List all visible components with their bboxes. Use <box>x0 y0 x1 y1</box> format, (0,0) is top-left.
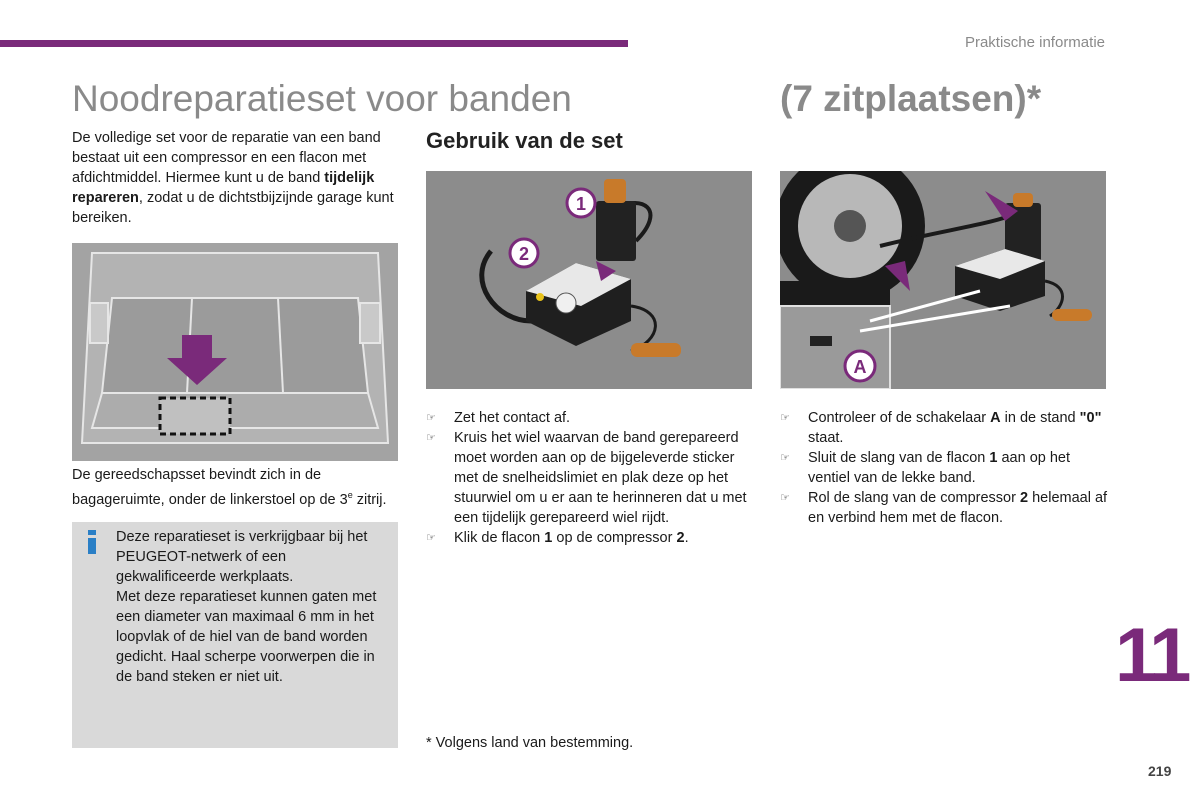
header-accent-bar <box>0 40 628 47</box>
list-item: ☞ Rol de slang van de compressor 2 helemaal af en verbind hem met de flacon. <box>780 490 1108 526</box>
info-icon <box>85 530 99 554</box>
steps-list-middle <box>426 408 756 548</box>
usage-heading: Gebruik van de set <box>426 128 623 153</box>
intro-text-2: , zodat u de dichtstbijzijnde garage kunt bereiken. <box>72 190 394 226</box>
callout-A <box>845 351 875 381</box>
intro-paragraph <box>72 128 402 228</box>
pointing-hand-icon: ☞ <box>426 532 436 544</box>
list-item: ☞ Zet het contact af. <box>426 410 571 426</box>
section-label: Praktische informatie <box>964 34 1105 51</box>
caption-text-end: zitrij. <box>352 491 387 508</box>
list-item: ☞ Klik de flacon 1 op de compressor 2. <box>426 530 689 546</box>
page-number: 219 <box>1148 763 1172 779</box>
svg-text:A: A <box>853 357 867 377</box>
intro-text-1: De volledige set voor de reparatie van een band bestaat uit een compressor en een flacon met afdichtmiddel. Hiermee kunt u de band <box>72 130 381 186</box>
callout-2 <box>510 239 538 267</box>
compressor-illustration <box>426 171 752 389</box>
list-item: ☞ Sluit de slang van de flacon 1 aan op het ventiel van de lekke band. <box>780 450 1071 486</box>
page-title: Noodreparatieset voor banden <box>72 78 572 119</box>
pointing-hand-icon: ☞ <box>426 432 436 444</box>
trunk-illustration <box>72 243 398 461</box>
pointing-hand-icon: ☞ <box>426 412 436 424</box>
intro-bold-text: tijdelijk repareren <box>72 170 375 206</box>
pointing-hand-icon: ☞ <box>780 412 790 424</box>
info-text: Deze reparatieset is verkrijgbaar bij het PEUGEOT-netwerk of een gekwalificeerde werkplaats. Met deze reparatieset kunnen gaten met een diameter van maximaal 6 mm in het loopvlak of de hiel van de band worden gedicht. Haal scherpe voorwerpen die in de band steken er niet uit. <box>116 529 377 685</box>
svg-text:2: 2 <box>518 244 530 264</box>
pointing-hand-icon: ☞ <box>780 452 790 464</box>
wheel-illustration <box>780 171 1106 389</box>
list-item: ☞ Controleer of de schakelaar A in de stand "0" staat. <box>780 410 1102 446</box>
svg-text:1: 1 <box>575 194 587 214</box>
caption-superscript: e <box>347 490 353 500</box>
list-item: ☞ Kruis het wiel waarvan de band gerepareerd moet worden aan op de bijgeleverde sticker met de snelheidslimiet en plak deze op het stuurwiel om u er aan te herinneren dat u met een tijdelijk gerepareerd wiel rijdt. <box>426 430 747 526</box>
pointing-hand-icon: ☞ <box>780 492 790 504</box>
footnote: * Volgens land van bestemming. <box>426 735 634 751</box>
caption-text: De gereedschapsset bevindt zich in de bagageruimte, onder de linkerstoel op de 3 <box>72 467 348 508</box>
callout-1 <box>567 189 595 217</box>
chapter-number: 11 <box>1115 613 1188 698</box>
page-title-suffix: (7 zitplaatsen)* <box>780 78 1042 119</box>
steps-list-right <box>780 408 1110 528</box>
trunk-caption <box>72 465 402 510</box>
